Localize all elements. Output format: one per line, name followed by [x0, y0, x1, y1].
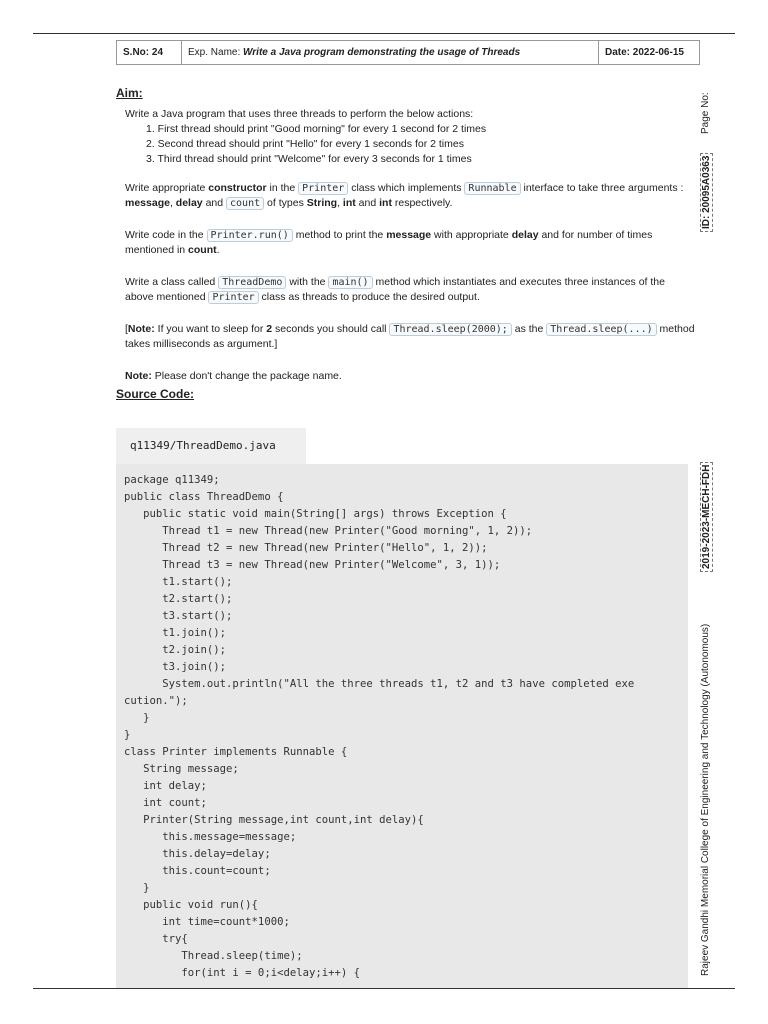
bold-text: Note: [127, 323, 155, 335]
source-code: package q11349; public class ThreadDemo { public static void main(String[] args) throws Exception { Thread t1 = new Thread(new Printer("Good morning", 1, 2)); Thread t2 = new Thread(new Printer("Hello", 1, 2)); Thread t3 = new Thread(new Printer("Welcome", 3, 1)); t1.start(); t2.start(); t3.start(); t1.join(); t2.join(); t3.join(); System.out.println("All the three threads t1, t2 and t3 have completed exe cution."); } } class Printer implements Runnable { String message; int delay; int count; Printer(String message,int count,int delay){ this.message=message; this.delay=delay; this.count=count; } public void run(){ int time=count*1000; try{ Thread.sleep(time); for(int i = 0;i<delay;i++) { [124, 474, 635, 979]
aim-list [116, 122, 696, 167]
page-number-label: Page No: [700, 92, 711, 134]
text: method to print the [292, 229, 387, 241]
bold-text: message [125, 197, 170, 209]
inline-code: Thread.sleep(2000); [389, 323, 511, 336]
inline-code: Runnable [464, 182, 520, 195]
text: of types [264, 197, 307, 209]
aim-list-item: 3. Third thread should print "Welcome" for every 3 seconds for 1 times [146, 153, 472, 165]
aim-list-item: 1. First thread should print "Good morning" for every 1 second for 2 times [146, 123, 487, 135]
text: If you want to sleep for [154, 323, 267, 335]
aim-intro: Write a Java program that uses three threads to perform the below actions: [125, 108, 474, 120]
text: class which implements [348, 182, 465, 194]
run-method-paragraph [116, 228, 696, 258]
text: method takes milliseconds as argument.] [125, 323, 695, 350]
code-block [116, 464, 688, 988]
inline-code: Printer.run() [207, 229, 293, 242]
text: with appropriate [431, 229, 512, 241]
experiment-date: Date: 2022-06-15 [599, 41, 700, 65]
bold-text: int [379, 197, 392, 209]
bold-text: delay [511, 229, 539, 241]
experiment-name-prefix: Exp. Name: [188, 47, 244, 58]
text: [ [125, 323, 128, 335]
text: seconds you should call [272, 323, 390, 335]
bold-text: 2 [266, 323, 273, 335]
text: and [355, 197, 380, 209]
text: and [202, 197, 227, 209]
text: Please don't change the package name. [151, 370, 342, 382]
bold-text: constructor [208, 182, 267, 194]
source-code-title: Source Code: [116, 387, 195, 401]
text: Write a class called [125, 276, 219, 288]
serial-number: S.No: 24 [117, 41, 182, 65]
batch-label: 2019-2023-MECH-FDH [700, 462, 713, 572]
inline-code: ThreadDemo [218, 276, 286, 289]
inline-code: count [226, 197, 264, 210]
aim-title: Aim: [116, 86, 143, 100]
threaddemo-paragraph [116, 275, 696, 305]
text: respectively. [391, 197, 453, 209]
inline-code: Thread.sleep(...) [546, 323, 656, 336]
text: with the [286, 276, 329, 288]
text: in the [266, 182, 299, 194]
bold-text: count [188, 244, 217, 256]
text: class as threads to produce the desired output. [258, 291, 480, 303]
text: , [169, 197, 176, 209]
text: as the [511, 323, 547, 335]
bold-text: String [306, 197, 338, 209]
bold-text: message [386, 229, 432, 241]
inline-code: main() [328, 276, 372, 289]
text: , [337, 197, 343, 209]
text: . [216, 244, 220, 256]
student-id: ID: 20095A0363 [700, 153, 713, 232]
text: and for number of times mentioned in [125, 229, 653, 256]
experiment-header [116, 40, 700, 65]
sleep-note-paragraph [116, 322, 696, 352]
experiment-name: Write a Java program demonstrating the usage of Threads [243, 47, 521, 58]
bold-text: int [342, 197, 356, 209]
inline-code: Printer [298, 182, 348, 195]
text: Write code in the [125, 229, 207, 241]
constructor-paragraph [116, 181, 696, 211]
aim-list-item: 2. Second thread should print "Hello" for every 1 seconds for 2 times [146, 138, 464, 150]
bold-text: delay [175, 197, 203, 209]
experiment-name-cell [182, 41, 599, 65]
top-rule [33, 33, 735, 34]
file-tab[interactable]: q11349/ThreadDemo.java [116, 428, 306, 464]
text: interface to take three arguments : [520, 182, 684, 194]
bottom-rule [33, 988, 735, 989]
inline-code: Printer [208, 291, 258, 304]
text: method which instantiates and executes three instances of the above mentioned [125, 276, 665, 303]
bold-text: Note: [125, 370, 152, 382]
aim-section [116, 86, 696, 402]
college-name: Rajeev Gandhi Memorial College of Engineering and Technology (Autonomous) [700, 623, 711, 976]
text: Write appropriate [125, 182, 209, 194]
package-note-paragraph [116, 369, 696, 384]
